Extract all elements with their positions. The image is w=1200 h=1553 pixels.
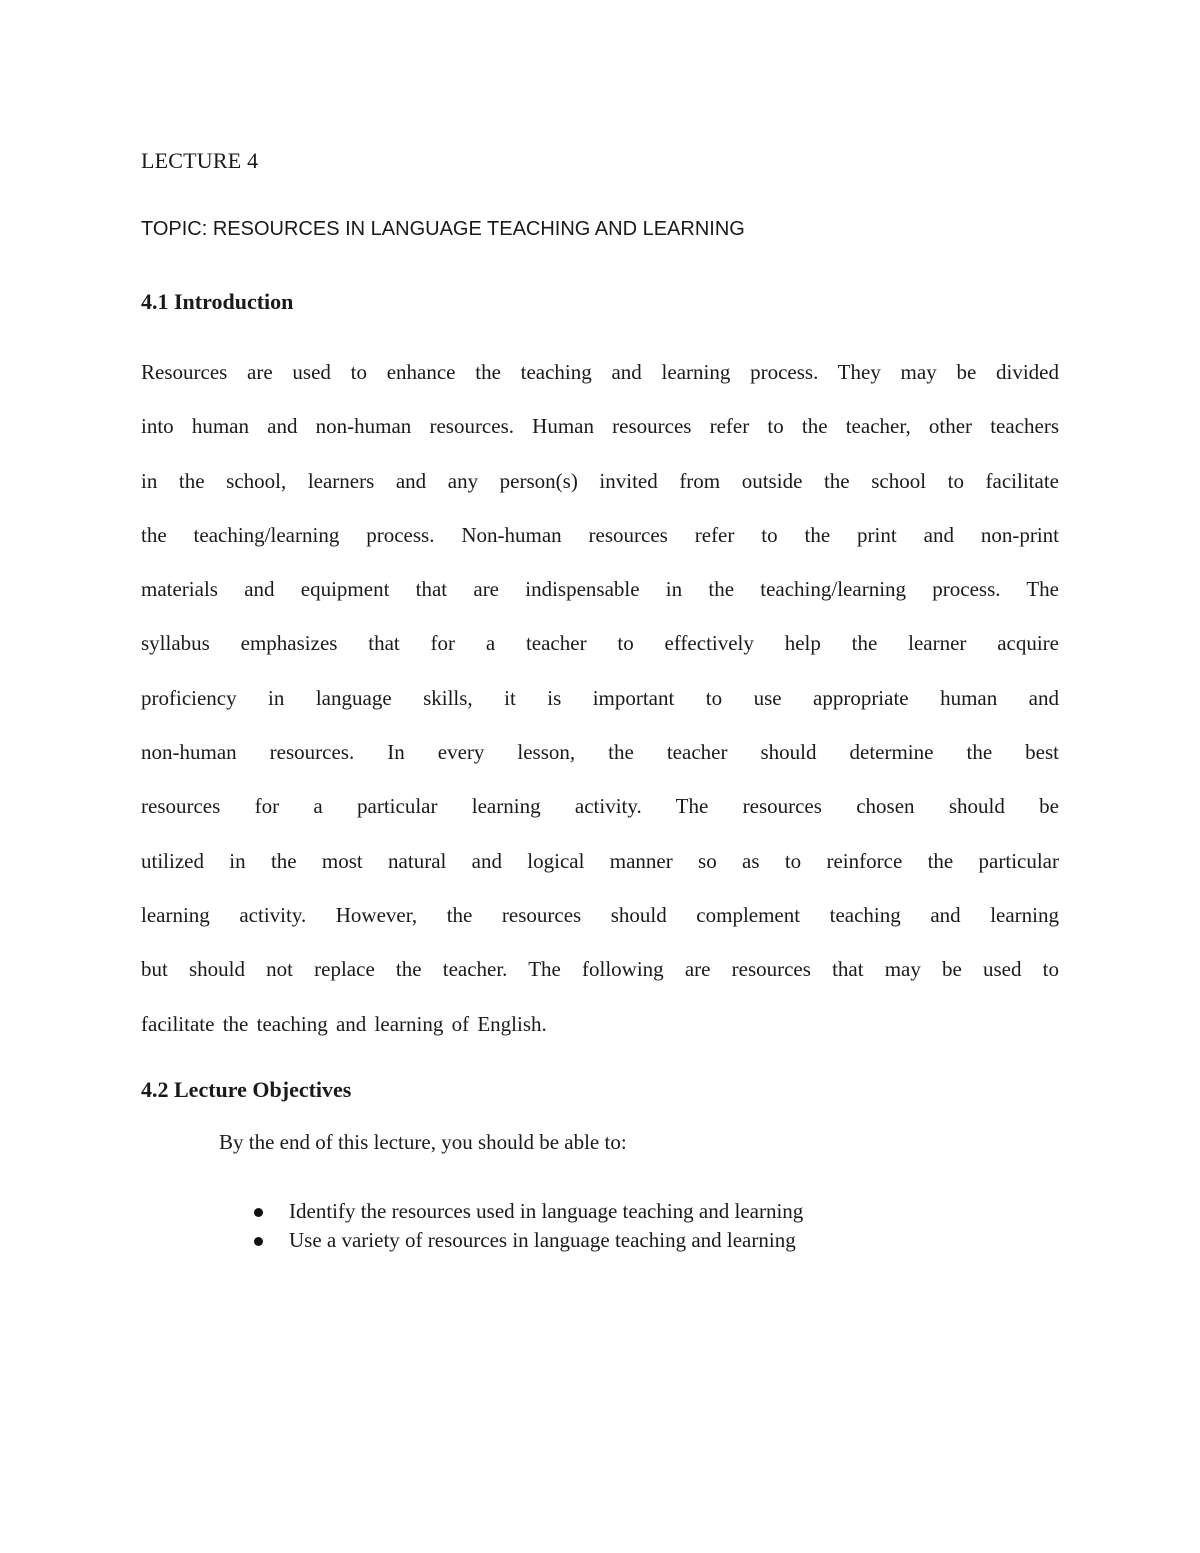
paragraph-line: in the school, learners and any person(s) invited from outside the school to facilitate [141,468,1059,493]
paragraph-line: resources for a particular learning activity. The resources chosen should be [141,794,1059,819]
introduction-paragraph [141,345,1059,1051]
bullet-icon [254,1237,263,1246]
paragraph-line: syllabus emphasizes that for a teacher to effectively help the learner acquire [141,631,1059,656]
topic-line: TOPIC: RESOURCES IN LANGUAGE TEACHING AND LEARNING [141,218,745,240]
paragraph-line: learning activity. However, the resources should complement teaching and learning [141,902,1059,927]
paragraph-line: the teaching/learning process. Non-human resources refer to the print and non-print [141,522,1059,547]
objectives-lead-text: By the end of this lecture, you should be able to: [219,1130,627,1154]
section-heading-introduction: 4.1 Introduction [141,289,294,314]
paragraph-line: facilitate the teaching and learning of English. [141,1011,547,1036]
paragraph-line: proficiency in language skills, it is important to use appropriate human and [141,685,1059,710]
objectives-list [248,1197,803,1255]
paragraph-line: Resources are used to enhance the teaching and learning process. They may be divided [141,360,1059,384]
paragraph-line: but should not replace the teacher. The following are resources that may be used to [141,957,1059,982]
bullet-icon [254,1208,263,1217]
paragraph-line: non-human resources. In every lesson, the teacher should determine the best [141,740,1059,765]
lecture-title: LECTURE 4 [141,148,259,173]
list-item [248,1226,803,1255]
list-item [248,1197,803,1226]
list-item-text: Identify the resources used in language teaching and learning [289,1199,804,1223]
paragraph-line: materials and equipment that are indispensable in the teaching/learning process. The [141,577,1059,602]
section-heading-objectives: 4.2 Lecture Objectives [141,1077,352,1102]
paragraph-line: utilized in the most natural and logical manner so as to reinforce the particular [141,848,1059,873]
list-item-text: Use a variety of resources in language teaching and learning [289,1228,796,1252]
paragraph-line: into human and non-human resources. Human resources refer to the teacher, other teachers [141,414,1059,439]
